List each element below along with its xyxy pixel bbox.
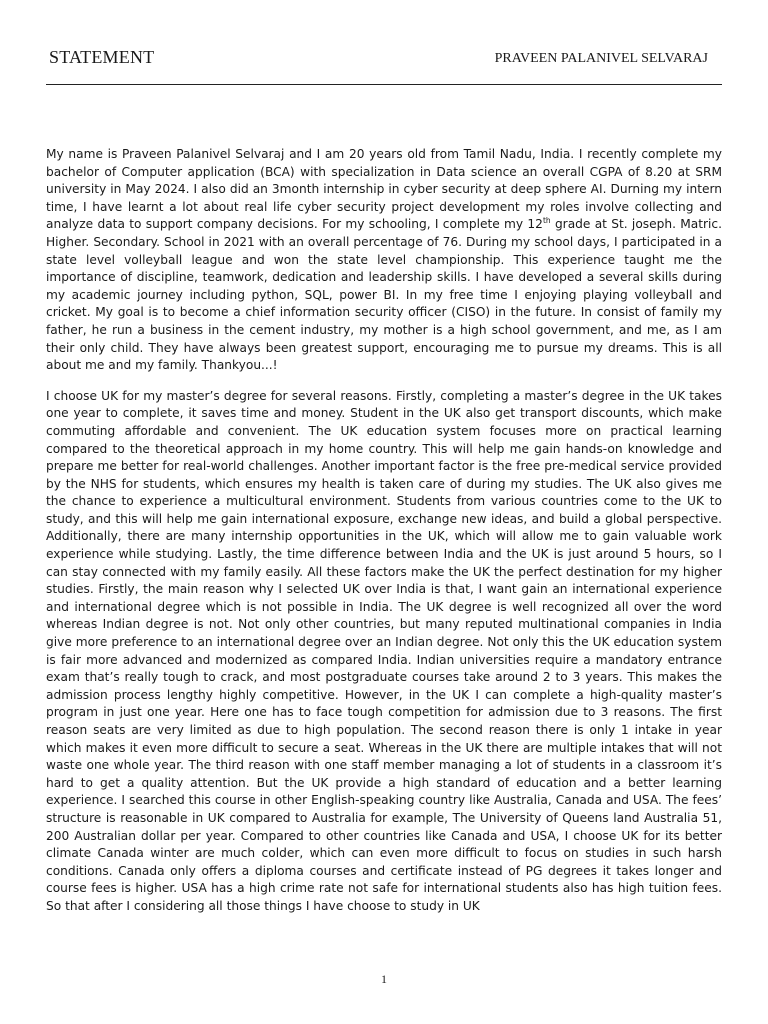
ordinal-superscript: th (542, 216, 551, 226)
paragraph-why-uk: I choose UK for my master’s degree for several reasons. Firstly, completing a master’s degree in the UK takes one year to complete, it saves time and money. Student in the UK also get transport discounts, which make commuting affordable and convenient. The UK education system focuses more on practical learning compared to the theoretical approach in my home country. This will help me gain hands-on knowledge and prepare me better for real-world challenges. Another important factor is the free pre-medical service provided by the NHS for students, which ensures my health is taken care of during my studies. The UK also gives me the chance to experience a multicultural environment. Students from various countries come to the UK to study, and this will help me gain international exposure, exchange new ideas, and build a global perspective. Additionally, there are many internship opportunities in the UK, which will allow me to gain valuable work experience while studying. Lastly, the time difference between India and the UK is just around 5 hours, so I can stay connected with my family easily. All these factors make the UK the perfect destination for my higher studies. Firstly, the main reason why I selected UK over India is that, I want gain an international experience and international degree which is not possible in India. The UK degree is well recognized all over the word whereas Indian degree is not. Not only other countries, but many reputed multinational companies in India give more preference to an international degree over an Indian degree. Not only this the UK education system is fair more advanced and modernized as compared India. Indian universities require a mandatory entrance exam that’s really tough to crack, and most postgraduate courses take around 2 to 3 years. This makes the admission process lengthy highly competitive. However, in the UK I can complete a high-quality master’s program in just one year. Here one has to face tough competition for admission due to 3 reasons. The first reason seats are very limited as due to high population. The second reason there is only 1 intake in year which makes it even more difficult to secure a seat. Whereas in the UK there are multiple intakes that will not waste one whole year. The third reason with one staff member managing a lot of students in a classroom it’s hard to get a quality attention. But the UK provide a high standard of education and a better learning experience. I searched this course in other English-speaking country like Australia, Canada and USA. The fees’ structure is reasonable in UK compared to Australia for example, The University of Queens land Australia 51, 200 Australian dollar per year. Compared to other countries like Canada and USA, I choose UK for its better climate Canada winter are much colder, which can even more difficult to focus on studies in such harsh conditions. Canada only offers a diploma courses and certificate instead of PG degrees it takes longer and course fees is higher. USA has a high crime rate not safe for international students also has high tuition fees. So that after I considering all those things I have choose to study in UK (46, 388, 722, 913)
page-number: 1 (381, 972, 387, 986)
paragraph-introduction-part-b: grade at St. joseph. Matric. Higher. Secondary. School in 2021 with an overall percentage of 76. During my school days, I participated in a state level volleyball league and won the state level championship. This experience taught me the importance of discipline, teamwork, dedication and leadership skills. I have developed a several skills during my academic journey including python, SQL, power BI. In my free time I enjoying playing volleyball and cricket. My goal is to become a chief information security officer (CISO) in the future. In consist of family my father, he run a business in the cement industry, my mother is a high school government, and me, as I am their only child. They have always been greatest support, encouraging me to pursue my dreams. This is all about me and my family. Thankyou...! (46, 217, 722, 373)
paragraph-introduction (46, 146, 722, 375)
page-header (46, 44, 722, 85)
statement-body (46, 146, 722, 929)
paragraph-introduction-part-a: My name is Praveen Palanivel Selvaraj and I am 20 years old from Tamil Nadu, India. I recently complete my bachelor of Computer application (BCA) with specialization in Data science an overall CGPA of 8.20 at SRM university in May 2024. I also did an 3month internship in cyber security at deep sphere AI. Durning my intern time, I have learnt a lot about real life cyber security project development my roles involve collecting and analyze data to support company decisions. For my schooling, I complete my 12 (46, 147, 722, 232)
author-name: PRAVEEN PALANIVEL SELVARAJ (494, 51, 708, 66)
document-title: STATEMENT (49, 47, 155, 67)
